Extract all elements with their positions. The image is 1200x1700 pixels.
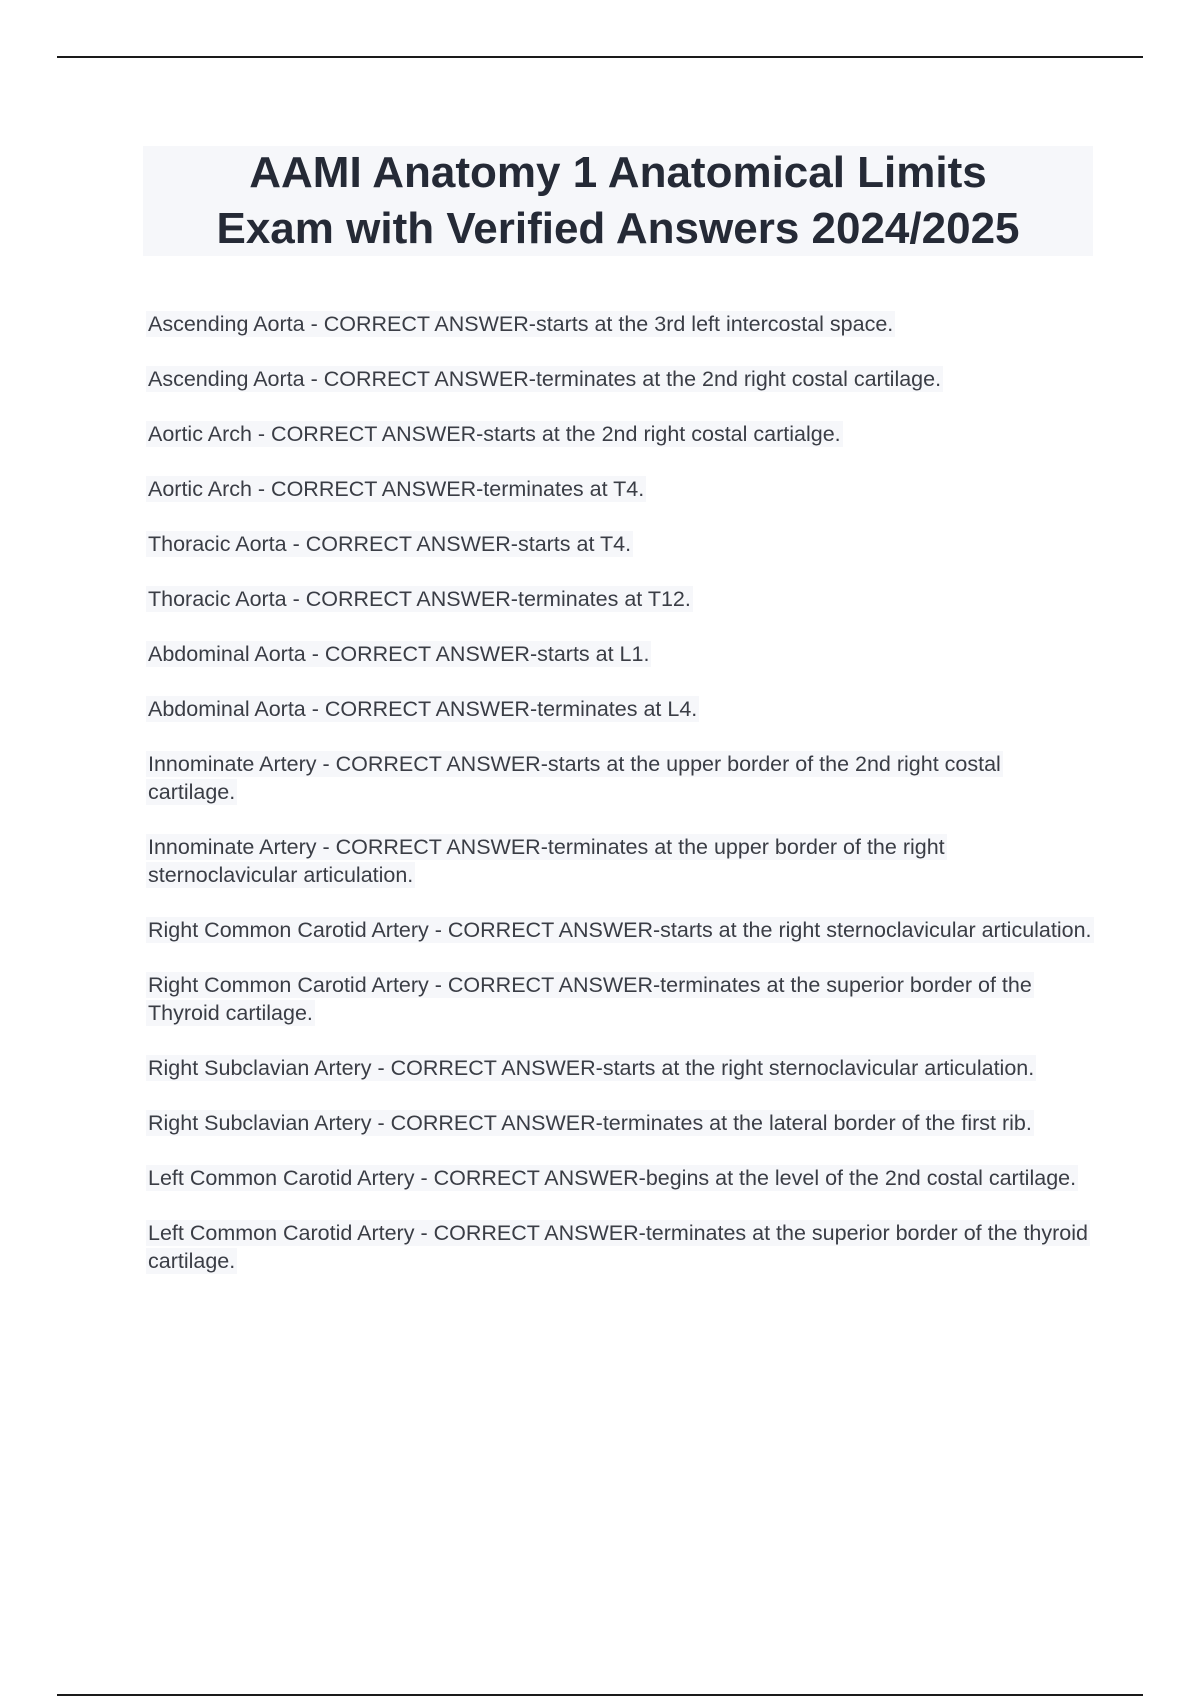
qa-separator: - CORRECT ANSWER- — [414, 1221, 646, 1245]
qa-term: Thoracic Aorta — [148, 532, 287, 556]
qa-term: Right Subclavian Artery — [148, 1056, 372, 1080]
qa-separator: - CORRECT ANSWER- — [305, 697, 538, 721]
bottom-rule — [57, 1694, 1143, 1696]
qa-item — [146, 916, 1096, 944]
qa-term: Abdominal Aorta — [148, 642, 306, 666]
title-line-1: AAMI Anatomy 1 Anatomical Limits — [249, 148, 987, 197]
qa-answer: terminates at T12. — [517, 587, 691, 611]
qa-answer: starts at the upper border of the 2nd right costal cartilage. — [148, 752, 1001, 804]
qa-item — [146, 365, 1096, 393]
qa-term: Left Common Carotid Artery — [148, 1221, 415, 1245]
qa-item — [146, 640, 1096, 668]
qa-separator: - CORRECT ANSWER- — [304, 367, 536, 391]
qa-answer: terminates at L4. — [537, 697, 698, 721]
qa-separator: - CORRECT ANSWER- — [428, 973, 661, 997]
qa-text — [146, 1110, 1034, 1136]
top-rule — [57, 56, 1143, 58]
qa-answer: terminates at the superior border of the thyroid cartilage. — [148, 1221, 1088, 1273]
qa-text — [146, 421, 843, 447]
qa-text — [146, 1220, 1090, 1274]
qa-term: Right Common Carotid Artery — [148, 973, 429, 997]
qa-text — [146, 531, 633, 557]
qa-item — [146, 585, 1096, 613]
title-line-2: Exam with Verified Answers 2024/2025 — [216, 204, 1020, 253]
qa-separator: - CORRECT ANSWER- — [316, 752, 548, 776]
qa-answer: starts at the right sternoclavicular articulation. — [660, 918, 1092, 942]
qa-term: Innominate Artery — [148, 752, 317, 776]
qa-text — [146, 751, 1003, 805]
document-title — [216, 145, 1019, 257]
qa-item — [146, 971, 1096, 1027]
qa-answer: starts at the 3rd left intercostal space. — [535, 312, 894, 336]
qa-separator: - CORRECT ANSWER- — [371, 1056, 603, 1080]
qa-text — [146, 696, 699, 722]
qa-answer: begins at the level of the 2nd costal cartilage. — [645, 1166, 1077, 1190]
qa-item — [146, 420, 1096, 448]
qa-term: Left Common Carotid Artery — [148, 1166, 415, 1190]
qa-text — [146, 586, 693, 612]
qa-item — [146, 1109, 1096, 1137]
qa-term: Thoracic Aorta — [148, 587, 287, 611]
qa-term: Abdominal Aorta — [148, 697, 306, 721]
qa-term: Ascending Aorta — [148, 312, 305, 336]
qa-separator: - CORRECT ANSWER- — [428, 918, 661, 942]
qa-term: Right Common Carotid Artery — [148, 918, 429, 942]
qa-term: Innominate Artery — [148, 835, 317, 859]
qa-separator: - CORRECT ANSWER- — [414, 1166, 646, 1190]
qa-separator: - CORRECT ANSWER- — [286, 587, 518, 611]
qa-separator: - CORRECT ANSWER- — [251, 477, 484, 501]
qa-answer: terminates at the superior border of the Thyroid cartilage. — [148, 973, 1032, 1025]
qa-separator: - CORRECT ANSWER- — [251, 422, 484, 446]
qa-separator: - CORRECT ANSWER- — [316, 835, 548, 859]
qa-answer: starts at the 2nd right costal cartialge. — [483, 422, 841, 446]
qa-separator: - CORRECT ANSWER- — [305, 642, 538, 666]
qa-text — [146, 366, 943, 392]
qa-separator: - CORRECT ANSWER- — [286, 532, 518, 556]
qa-item — [146, 695, 1096, 723]
title-block — [143, 146, 1093, 256]
qa-term: Right Subclavian Artery — [148, 1111, 372, 1135]
qa-text — [146, 641, 651, 667]
qa-term: Aortic Arch — [148, 477, 252, 501]
qa-item — [146, 530, 1096, 558]
qa-text — [146, 917, 1094, 943]
qa-item — [146, 1164, 1096, 1192]
qa-item — [146, 750, 1096, 806]
qa-item — [146, 1219, 1096, 1275]
qa-item — [146, 1054, 1096, 1082]
qa-answer: terminates at the 2nd right costal cartilage. — [535, 367, 942, 391]
qa-item — [146, 475, 1096, 503]
qa-answer: terminates at the upper border of the right sternoclavicular articulation. — [148, 835, 945, 887]
qa-separator: - CORRECT ANSWER- — [371, 1111, 603, 1135]
qa-answer: starts at the right sternoclavicular articulation. — [602, 1056, 1035, 1080]
qa-answer: terminates at the lateral border of the first rib. — [602, 1111, 1032, 1135]
qa-answer: terminates at T4. — [483, 477, 645, 501]
qa-list — [146, 310, 1096, 1302]
qa-text — [146, 972, 1034, 1026]
qa-answer: starts at T4. — [517, 532, 632, 556]
qa-text — [146, 1055, 1036, 1081]
qa-answer: starts at L1. — [537, 642, 650, 666]
qa-text — [146, 1165, 1078, 1191]
qa-text — [146, 476, 646, 502]
qa-term: Ascending Aorta — [148, 367, 305, 391]
qa-separator: - CORRECT ANSWER- — [304, 312, 536, 336]
qa-term: Aortic Arch — [148, 422, 252, 446]
qa-text — [146, 834, 947, 888]
qa-text — [146, 311, 895, 337]
qa-item — [146, 310, 1096, 338]
qa-item — [146, 833, 1096, 889]
